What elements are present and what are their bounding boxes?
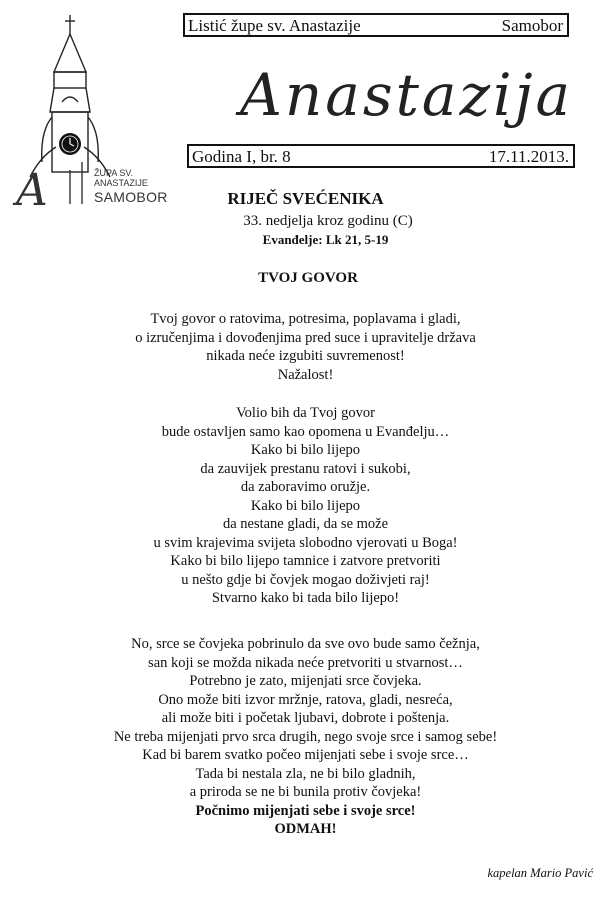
poem-line: bude ostavljen samo kao opomena u Evanđelju… xyxy=(161,423,450,440)
stanza-2 xyxy=(0,404,611,608)
poem-line: Tada bi nestala zla, ne bi bilo gladnih, xyxy=(195,765,416,782)
logo-line-3: SAMOBOR xyxy=(94,189,168,205)
issue-box xyxy=(187,144,575,168)
poem-line: Ono može biti izvor mržnje, ratova, gladi, nesreća, xyxy=(158,691,453,708)
poem-line: da nestane gladi, da se može xyxy=(222,516,389,532)
poem-line: Volio bih da Tvoj govor xyxy=(236,405,375,421)
masthead-title: Anastazija xyxy=(240,61,574,129)
issue-date: 17.11.2013. xyxy=(488,147,569,166)
author-signature: kapelan Mario Pavić xyxy=(487,866,593,880)
poem-line: ali može biti i početak ljubavi, dobrote i poštenja. xyxy=(161,710,450,726)
logo-line-1: ŽUPA SV. xyxy=(94,168,134,178)
logo-line-2: ANASTAZIJE xyxy=(94,178,148,188)
issue-number: Godina I, br. 8 xyxy=(192,147,291,166)
closing-line-2: ODMAH! xyxy=(274,821,337,837)
poem-line: u svim krajevima svijeta slobodno vjerovati u Boga! xyxy=(153,534,458,551)
poem-line: Kako bi bilo lijepo xyxy=(250,497,361,514)
poem-line: Kad bi barem svatko počeo mijenjati sebe i svoje srce… xyxy=(142,747,469,763)
liturgical-occasion: 33. nedjelja kroz godinu (C) xyxy=(243,213,413,229)
poem-line: nikada neće izgubiti suvremenost! xyxy=(206,348,405,364)
parish-line: Listić župe sv. Anastazije xyxy=(188,16,361,35)
town-name: Samobor xyxy=(501,16,563,35)
poem-line: Nažalost! xyxy=(277,366,334,383)
logo-monogram: A xyxy=(16,165,48,212)
poem-line: san koji se možda nikada neće pretvoriti u stvarnost… xyxy=(148,654,463,671)
poem-line: da zauvijek prestanu ratovi i sukobi, xyxy=(200,460,411,477)
poem-line: a priroda se ne bi bunila protiv čovjeka! xyxy=(189,784,422,800)
poem-line: Kako bi bilo lijepo tamnice i zatvore pretvoriti xyxy=(170,553,441,569)
parish-logo xyxy=(12,12,172,212)
stanza-3 xyxy=(0,635,611,839)
poem-line: Kako bi bilo lijepo xyxy=(250,442,361,458)
poem-line: Stvarno kako bi tada bilo lijepo! xyxy=(211,590,400,606)
poem-line: o izručenjima i dovođenjima pred suce i upravitelje država xyxy=(135,329,476,346)
parish-header-box xyxy=(183,13,569,37)
poem-line: No, srce se čovjeka pobrinulo da sve ovo bude samo čežnja, xyxy=(131,636,480,652)
poem-line: Tvoj govor o ratovima, potresima, poplavama i gladi, xyxy=(150,311,461,327)
section-title: RIJEČ SVEĆENIKA xyxy=(227,189,384,208)
stanza-1 xyxy=(0,310,611,384)
poem-line: u nešto gdje bi čovjek mogao doživjeti raj! xyxy=(181,571,430,588)
poem-line: Ne treba mijenjati prvo srca drugih, nego svoje srce i samog sebe! xyxy=(113,728,498,745)
gospel-reading: Evanđelje: Lk 21, 5-19 xyxy=(262,232,389,247)
poem-line: Potrebno je zato, mijenjati srce čovjeka. xyxy=(189,673,422,689)
closing-line-1: Počnimo mijenjati sebe i svoje srce! xyxy=(195,802,416,819)
poem-line: da zaboravimo oružje. xyxy=(240,479,371,495)
article-title: TVOJ GOVOR xyxy=(258,270,358,286)
